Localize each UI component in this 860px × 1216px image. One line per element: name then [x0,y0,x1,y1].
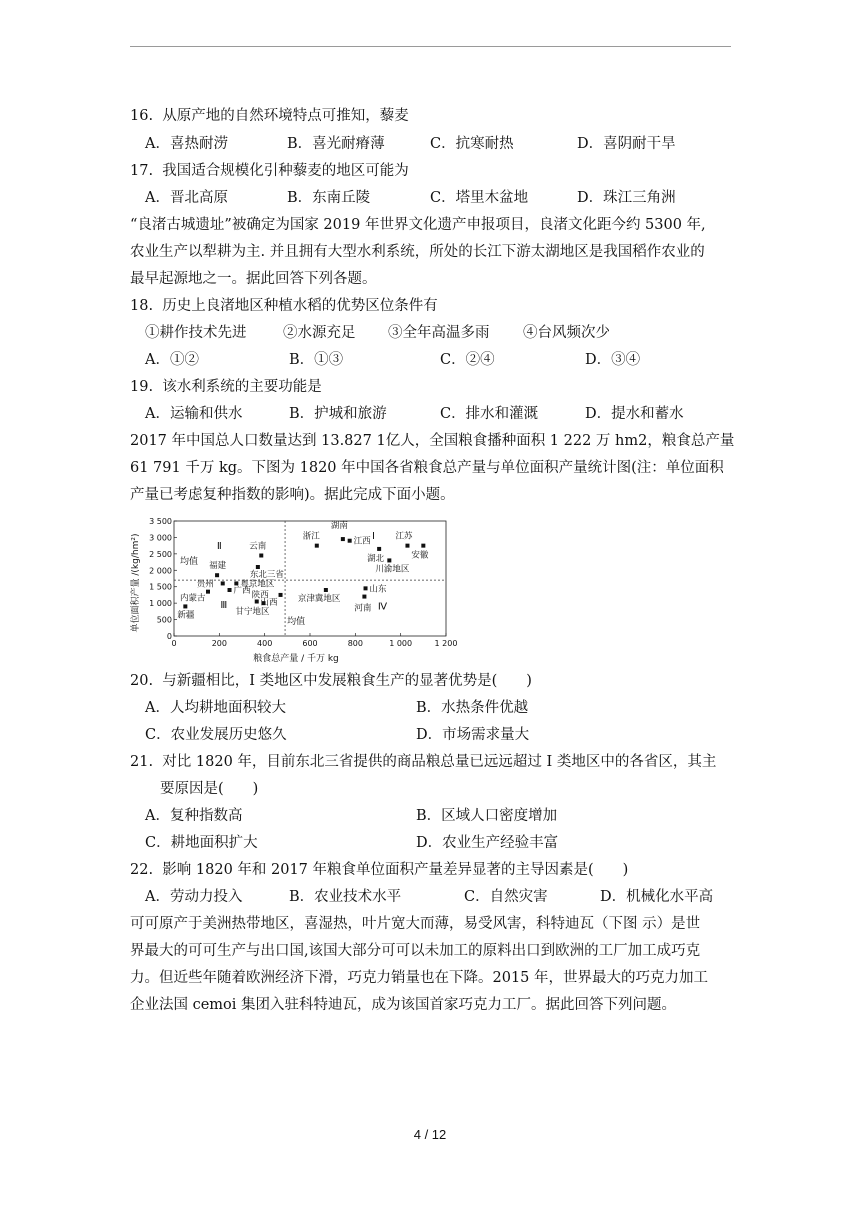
data-point [348,539,352,543]
data-point-label: 江西 [353,536,371,547]
x-tick-label: 600 [302,639,318,648]
passage3-line-2: 界最大的可可生产与出口国,该国大部分可可以未加工的原料出口到欧洲的工厂加工成巧克 [130,943,701,959]
data-point-label: 湖南 [330,521,348,532]
data-point [315,544,319,548]
data-point [341,537,345,541]
q19-stem: 19. 该水利系统的主要功能是 [130,379,322,395]
q21-option-a[interactable]: A．复种指数高 [145,808,243,824]
x-tick-label: 800 [347,639,363,648]
q18-option-b[interactable]: B．①③ [289,352,344,368]
x-tick-label: 400 [257,639,273,648]
q16-option-b[interactable]: B．喜光耐瘠薄 [287,136,385,152]
q18-option-a[interactable]: A．①② [145,352,199,368]
q16-stem: 16. 从原产地的自然环境特点可推知，藜麦 [130,108,409,124]
q18-option-d[interactable]: D．③④ [585,352,641,368]
y-tick-label: 1 500 [149,582,172,592]
q19-option-b[interactable]: B．护城和旅游 [289,406,387,422]
q17-option-c[interactable]: C．塔里木盆地 [430,190,529,206]
q20-option-b[interactable]: B．水热条件优越 [416,700,529,716]
data-point [324,588,328,592]
q17-option-d[interactable]: D．珠江三角洲 [577,190,676,206]
data-point-label: 东北三省 [249,570,284,580]
q18-option-c[interactable]: C．②④ [440,352,495,368]
data-point [234,581,238,585]
data-point-label: 江苏 [395,531,413,542]
data-point-label: 京津冀地区 [297,594,341,604]
page-number: 4 / 12 [413,1127,447,1142]
data-point [421,544,425,548]
q21-option-c[interactable]: C．耕地面积扩大 [145,835,258,851]
data-point-label: 贵州 [196,579,214,590]
passage1-line-1: “良渚古城遗址”被确定为国家 2019 年世界文化遗产申报项目，良渚文化距今约 5300 年, [130,217,706,233]
q22-option-a[interactable]: A．劳动力投入 [145,889,243,905]
data-point [183,604,187,608]
chart-x-axis-label: 粮食总产量 / 千万 kg [253,654,339,664]
data-point [256,565,260,569]
y-tick-label: 2 500 [149,549,172,559]
data-point-label: 粤京地区 [240,579,275,590]
quadrant-label: Ⅳ [377,601,388,613]
passage2-line-3: 产量已考虑复种指数的影响)。据此完成下面小题。 [130,487,455,503]
chart-points [177,520,429,620]
data-point [215,573,219,577]
data-point [228,588,232,592]
data-point-label: 湖北 [367,553,385,564]
y-tick-label: 1 000 [149,599,172,609]
q17-option-b[interactable]: B．东南丘陵 [287,190,371,206]
q16-option-d[interactable]: D．喜阴耐干旱 [577,136,676,152]
data-point-label: 川渝地区 [375,564,410,575]
passage3-line-4: 企业法国 cemoi 集团入驻科特迪瓦，成为该国首家巧克力工厂。据此回答下列问题。 [130,997,677,1013]
q20-stem: 20. 与新疆相比，I 类地区中发展粮食生产的显著优势是( ) [130,673,532,689]
passage2-line-1: 2017 年中国总人口数量达到 13.827 1亿人，全国粮食播种面积 1 222 万 hm2，粮食总产量 [130,433,735,449]
data-point-label: 广西 [233,586,251,596]
data-point [362,595,366,599]
y-tick-label: 3 500 [149,517,172,526]
data-point [377,547,381,551]
q21-stem-line-2: 要原因是( ) [160,781,259,797]
q18-condition-3: ③全年高温多雨 [388,325,490,341]
data-point-label: 山西 [260,597,278,608]
q18-condition-4: ④台风频次少 [523,325,610,341]
q18-stem: 18. 历史上良渚地区种植水稻的优势区位条件有 [130,298,438,314]
q22-option-c[interactable]: C．自然灾害 [464,889,548,905]
q19-option-d[interactable]: D．提水和蓄水 [585,406,684,422]
mean-x-label: 均值 [287,617,306,627]
y-tick-label: 2 000 [149,566,172,576]
passage3-line-3: 力。但近些年随着欧洲经济下滑，巧克力销量也在下降。2015 年，世界最大的巧克力加工 [130,970,709,986]
quadrant-label: Ⅱ [216,540,222,552]
q20-option-a[interactable]: A．人均耕地面积较大 [145,700,286,716]
q18-condition-2: ②水源充足 [283,325,356,341]
data-point [405,544,409,548]
passage3-line-1: 可可原产于美洲热带地区，喜湿热，叶片宽大而薄，易受风害，科特迪瓦（下图 示）是世 [130,916,701,932]
quadrant-label: Ⅰ [371,531,375,543]
passage2-line-2: 61 791 千万 kg。下图为 1820 年中国各省粮食总产量与单位面积产量统计图(注：单位面积 [130,460,724,476]
quadrant-label: Ⅲ [220,600,228,612]
q22-stem: 22. 影响 1820 年和 2017 年粮食单位面积产量差异显著的主导因素是( ) [130,862,629,878]
x-tick-label: 200 [211,639,227,648]
data-point-label: 浙江 [302,531,320,542]
data-point [364,586,368,590]
data-point-label: 陕西 [251,590,269,601]
y-tick-label: 3 000 [149,533,172,543]
data-point-label: 甘宁地区 [235,607,270,618]
data-point-label: 云南 [249,541,267,552]
passage1-line-3: 最早起源地之一。据此回答下列各题。 [130,271,377,287]
q19-option-a[interactable]: A．运输和供水 [145,406,243,422]
passage1-line-2: 农业生产以犁耕为主. 并且拥有大型水利系统，所处的长江下游太湖地区是我国稻作农业的 [130,244,705,260]
data-point [279,593,283,597]
q16-option-c[interactable]: C．抗寒耐热 [430,136,514,152]
q20-option-d[interactable]: D．市场需求量大 [416,727,530,743]
q22-option-d[interactable]: D．机械化水平高 [600,889,714,905]
chart-y-axis-label: 单位面积产量 /(kg/hm²) [131,533,141,633]
q21-option-d[interactable]: D．农业生产经验丰富 [416,835,559,851]
data-point [259,554,263,558]
data-point [221,581,225,585]
q16-option-a[interactable]: A．喜热耐涝 [145,136,228,152]
q19-option-c[interactable]: C．排水和灌溉 [440,406,539,422]
data-point-label: 福建 [209,561,227,572]
grain-production-scatter-chart [128,515,458,665]
data-point [206,590,210,594]
data-point [387,558,391,562]
header-rule [130,46,731,47]
q22-option-b[interactable]: B．农业技术水平 [289,889,402,905]
data-point-label: 新疆 [177,610,195,621]
data-point-label: 安徽 [411,550,429,561]
q21-stem-line-1: 21. 对比 1820 年，目前东北三省提供的商品粮总量已远远超过 I 类地区中的各省区，其主 [130,754,717,770]
y-tick-label: 0 [166,632,172,641]
q18-condition-1: ①耕作技术先进 [145,325,247,341]
x-tick-label: 1 200 [434,639,458,648]
y-tick-label: 500 [156,615,172,625]
q20-option-c[interactable]: C．农业发展历史悠久 [145,727,287,743]
data-point-label: 河南 [354,603,372,614]
q21-option-b[interactable]: B．区域人口密度增加 [416,808,558,824]
q17-option-a[interactable]: A．晋北高原 [145,190,228,206]
data-point-label: 山东 [369,584,387,595]
x-tick-label: 0 [171,639,177,648]
x-tick-label: 1 000 [389,639,413,648]
q17-stem: 17. 我国适合规模化引种藜麦的地区可能为 [130,163,409,179]
data-point-label: 内蒙古 [180,593,206,604]
mean-y-label: 均值 [180,557,199,568]
